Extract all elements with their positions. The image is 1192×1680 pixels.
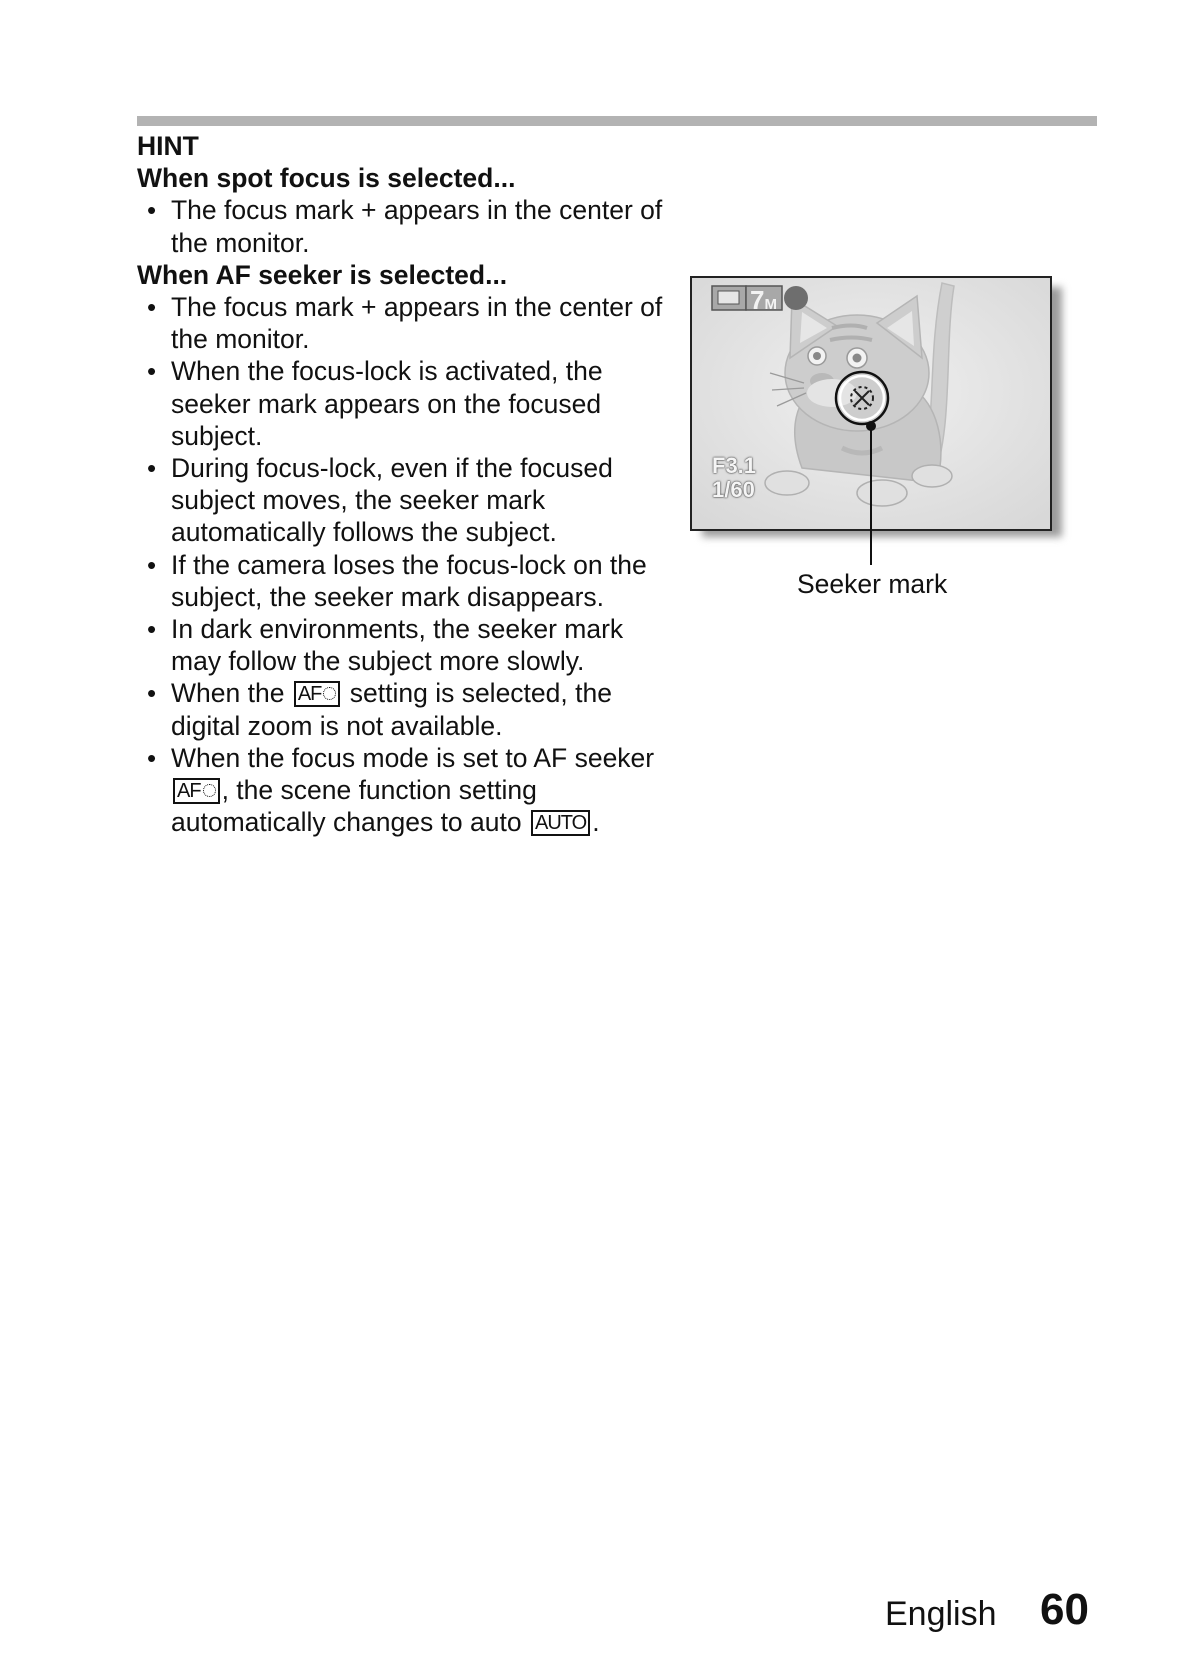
- item-text: .: [592, 807, 600, 838]
- hint-title: HINT: [137, 131, 199, 161]
- leader-dot: [866, 421, 876, 431]
- af-badge-label: AF: [177, 780, 201, 803]
- item-text: When the: [171, 678, 285, 709]
- shutter-value: 1/60: [712, 477, 755, 502]
- resolution-value: 7: [750, 285, 765, 315]
- spot-focus-list: [137, 194, 667, 258]
- list-item: • The focus mark + appears in the center of the monitor.: [137, 291, 667, 355]
- list-item: • If the camera loses the focus-lock on the subject, the seeker mark disappears.: [137, 549, 667, 613]
- item-text: When the focus mode is set to AF seeker: [171, 742, 655, 773]
- resolution-unit: M: [764, 296, 777, 313]
- list-item: • In dark environments, the seeker mark may follow the subject more slowly.: [137, 613, 667, 677]
- item-text: setting is selected, the digital zoom is not available.: [171, 678, 612, 741]
- af-seeker-list: [137, 291, 667, 838]
- auto-scene-icon: AUTO: [531, 810, 590, 836]
- af-seeker-icon: [173, 778, 220, 804]
- af-badge-label: AF: [297, 683, 322, 706]
- list-item: • During focus-lock, even if the focused subject moves, the seeker mark automatically follows the subject.: [137, 452, 667, 549]
- aperture-value: F3.1: [712, 453, 757, 478]
- list-item: [137, 677, 667, 741]
- page-number: 60: [1040, 1585, 1089, 1634]
- resolution-indicator: [750, 285, 777, 316]
- list-item: [137, 742, 667, 839]
- hint-rule: [137, 116, 1097, 126]
- af-seeker-heading: When AF seeker is selected...: [137, 259, 508, 290]
- exposure-readout: [712, 454, 756, 502]
- item-text: , the scene function setting automatically changes to auto: [171, 775, 537, 838]
- seeker-leader-line: [870, 425, 872, 565]
- hint-column: [137, 130, 667, 838]
- list-item: • When the focus-lock is activated, the seeker mark appears on the focused subject.: [137, 355, 667, 452]
- list-item: • The focus mark + appears in the center of the monitor.: [137, 194, 667, 258]
- spot-focus-heading: When spot focus is selected...: [137, 163, 516, 194]
- footer-language: English: [885, 1595, 997, 1633]
- figure-caption: Seeker mark: [797, 569, 948, 599]
- af-seeker-icon: [294, 681, 341, 707]
